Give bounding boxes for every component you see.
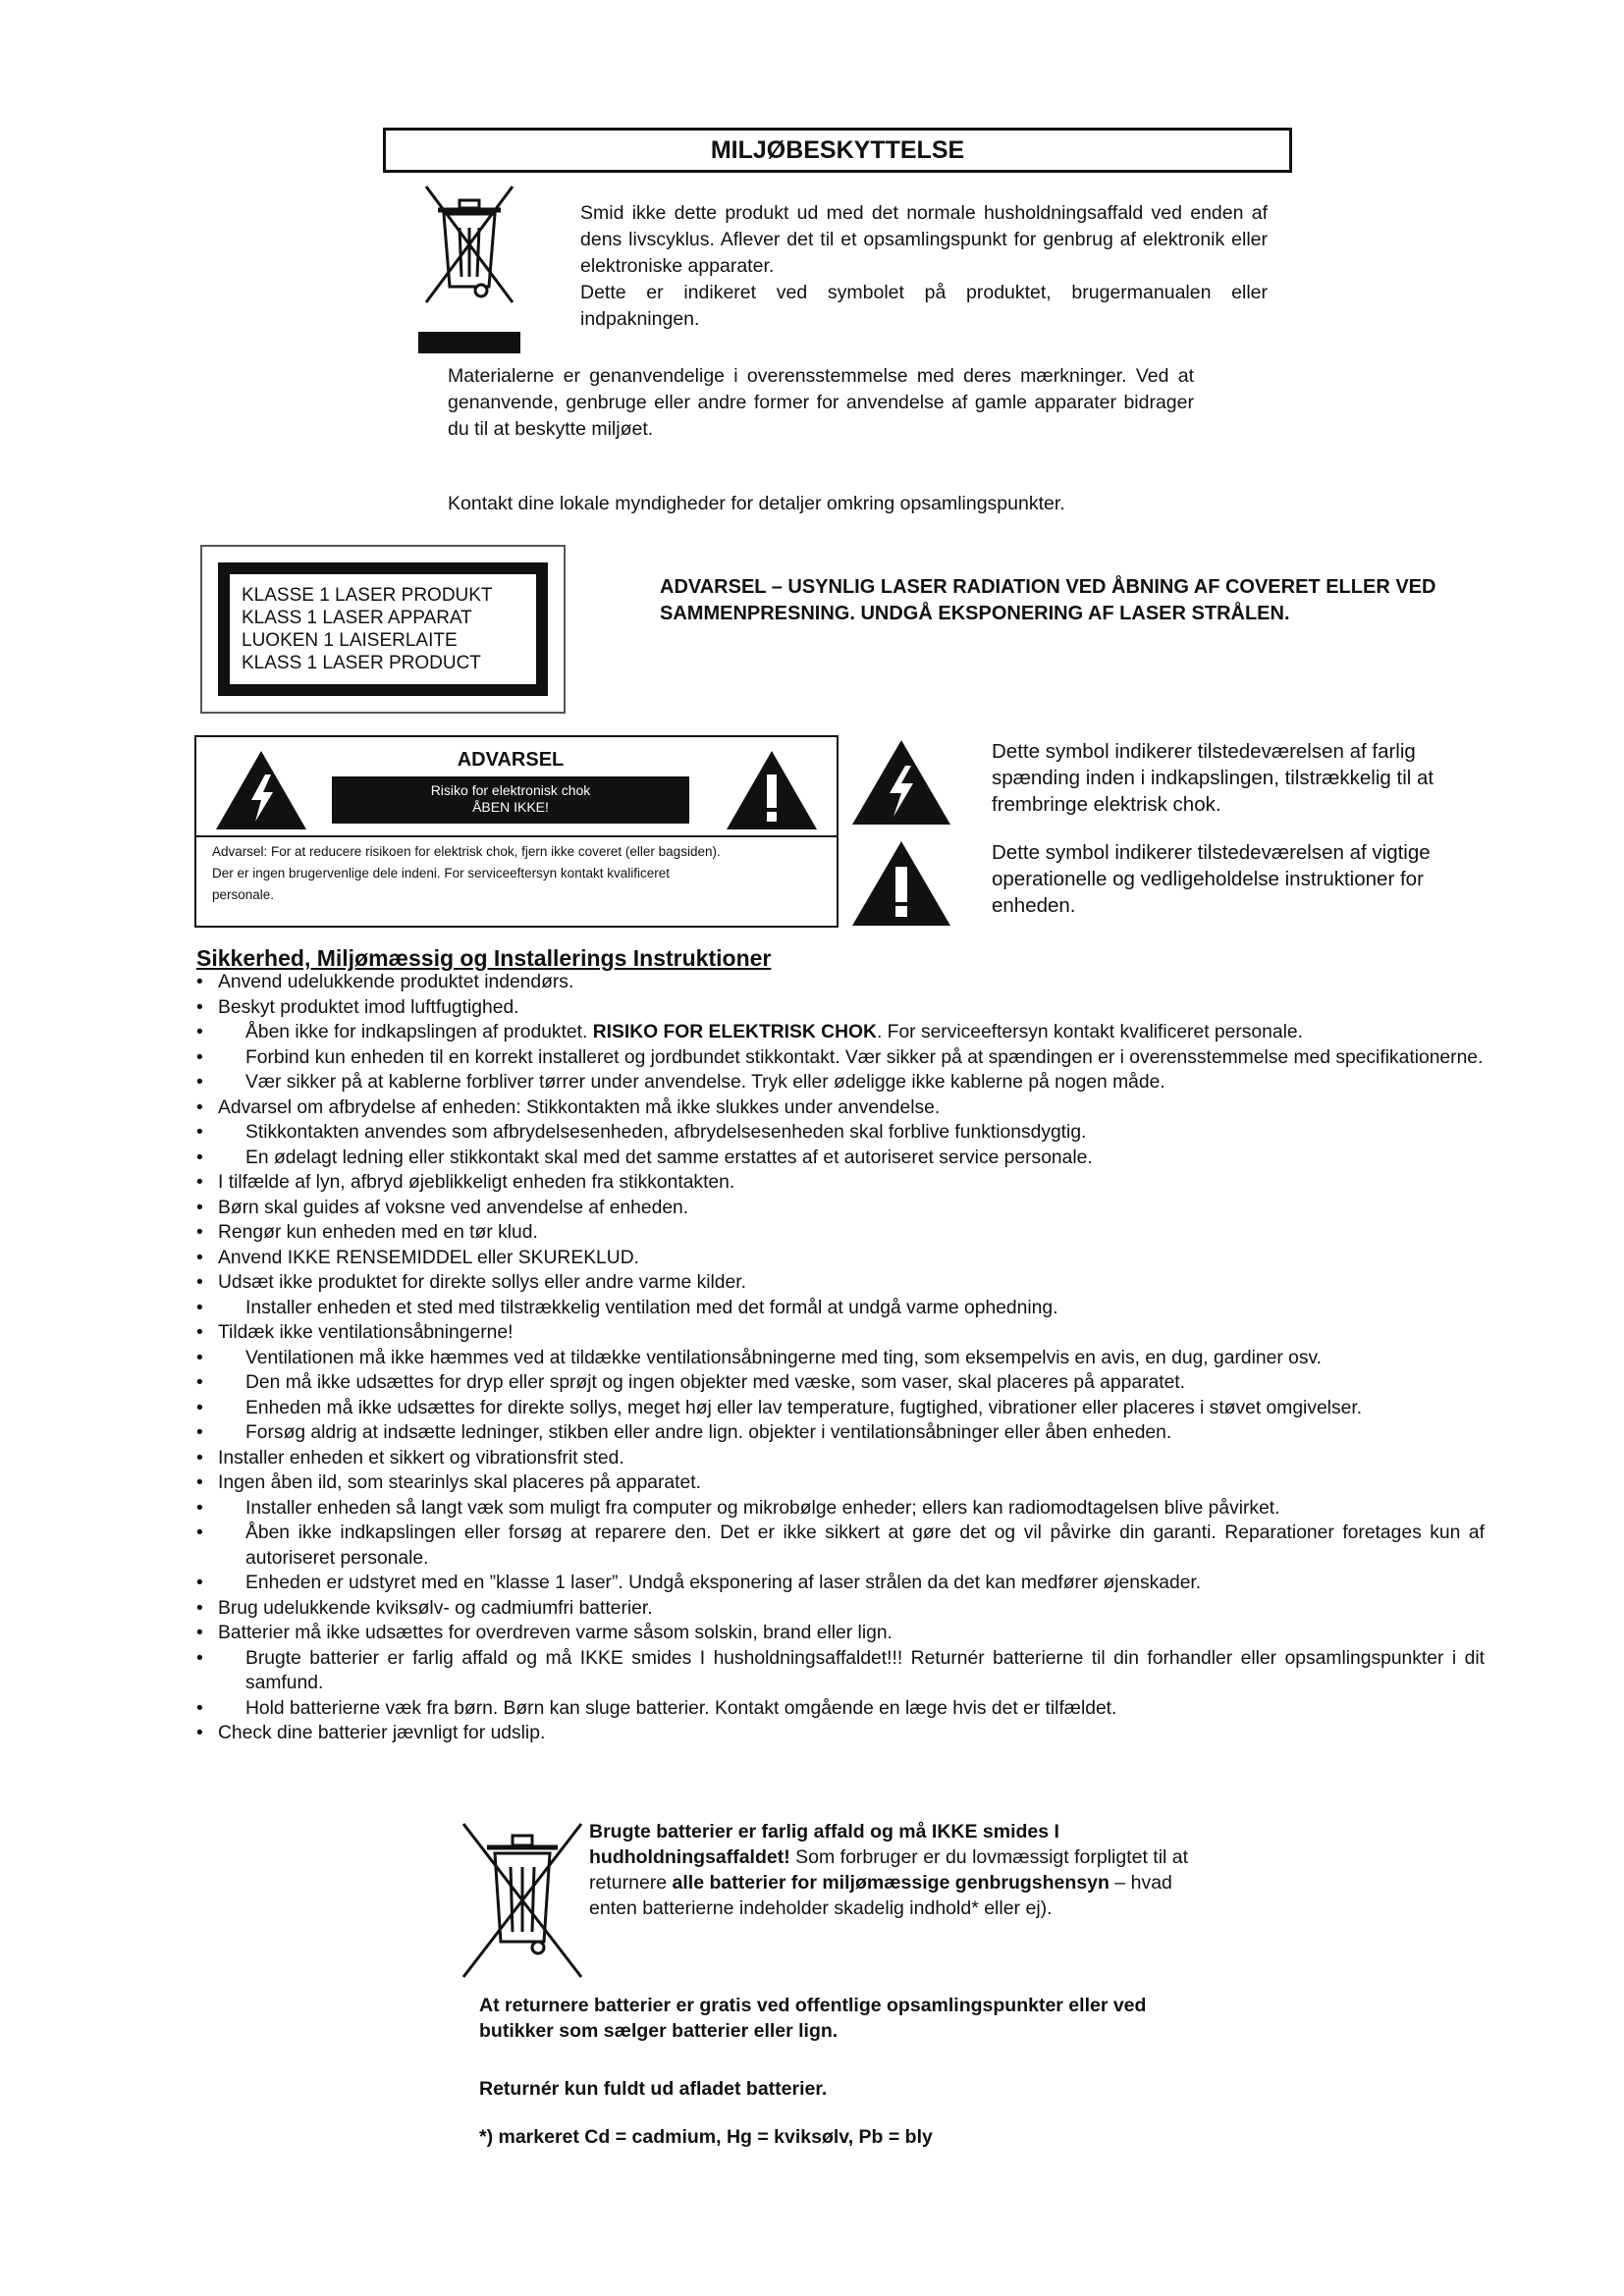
bullet-icon: • xyxy=(196,1647,203,1669)
safety-list-item xyxy=(196,1420,1485,1446)
item-text: I tilfælde af lyn, afbryd øjeblikkeligt enheden fra stikkontakten. xyxy=(218,1172,735,1193)
shock-text-line: Advarsel: For at reducere risikoen for elektrisk chok, fjern ikke coveret (eller bagsiden). xyxy=(212,844,721,859)
shock-text-line: personale. xyxy=(212,887,275,902)
shock-text-line: Der er ingen brugervenlige dele indeni. For serviceeftersyn kontakt kvalificeret xyxy=(212,866,670,881)
battery-bold-1: Brugte batterier er farlig affald og må IKKE smides I hudholdningsaffaldet! xyxy=(589,1821,1059,1868)
item-text: Brugte batterier er farlig affald og må IKKE smides I husholdningsaffaldet!!! Returnér batterierne til din forhandler eller opsamlingspunkter i dit samfund. xyxy=(245,1647,1485,1693)
item-text: Tildæk ikke ventilationsåbningerne! xyxy=(218,1322,514,1343)
laser-line: KLASS 1 LASER PRODUCT xyxy=(242,653,481,673)
battery-bold-2: alle batterier for miljømæssige genbrugshensyn xyxy=(672,1872,1110,1894)
safety-list-item xyxy=(196,1270,1485,1296)
laser-warning: ADVARSEL – USYNLIG LASER RADIATION VED ÅBNING AF COVERET ELLER VED SAMMENPRESNING. UNDGÅ EKSPONERING AF LASER STRÅLEN. xyxy=(660,576,1436,624)
item-text: Anvend IKKE RENSEMIDDEL eller SKUREKLUD. xyxy=(218,1247,639,1268)
safety-list-item xyxy=(196,1521,1485,1571)
safety-list-item xyxy=(196,1396,1485,1421)
safety-heading: Sikkerhed, Miljømæssig og Installerings Instruktioner xyxy=(196,945,772,971)
safety-list xyxy=(196,970,1485,1746)
laser-line: KLASSE 1 LASER PRODUKT xyxy=(242,585,493,606)
battery-return-free-text: At returnere batterier er gratis ved offentlige opsamlingspunkter eller ved butikker som sælger batterier eller lign. xyxy=(479,1995,1147,2042)
bullet-icon: • xyxy=(196,1397,203,1418)
bullet-icon: • xyxy=(196,1022,203,1042)
shock-label-text xyxy=(212,841,827,906)
item-text: Installer enheden så langt væk som muligt fra computer og mikrobølge enheder; ellers kan radiomodtagelsen blive påvirket. xyxy=(245,1497,1280,1519)
safety-list-item xyxy=(196,1696,1485,1722)
exclamation-warning-icon xyxy=(725,749,819,831)
laser-line: LUOKEN 1 LAISERLAITE xyxy=(242,630,458,651)
safety-list-item xyxy=(196,1196,1485,1221)
item-text: Den må ikke udsættes for dryp eller sprøjt og ingen objekter med væske, som vaser, skal placeres på apparatet. xyxy=(245,1372,1186,1393)
bullet-icon: • xyxy=(196,1347,203,1368)
lightning-symbol-text: Dette symbol indikerer tilstedeværelsen af farlig spænding inden i indkapslingen, tilstrækkelig til at frembringe elektrisk chok. xyxy=(992,740,1435,816)
item-text: Installer enheden et sted med tilstrækkelig ventilation med det formål at undgå varme ophedning. xyxy=(245,1297,1058,1318)
item-text: Installer enheden et sikkert og vibrationsfrit sted. xyxy=(218,1447,624,1468)
item-text: Åben ikke for indkapslingen af produktet. xyxy=(245,1022,593,1042)
env-paragraph-1 xyxy=(580,200,1268,333)
bullet-icon: • xyxy=(196,1447,203,1468)
env-recycle-text: Materialerne er genanvendelige i overensstemmelse med deres mærkninger. Ved at genanvende, genbruge eller andre former for anvendelse af gamle apparater bidrager du til at beskytte miljøet. xyxy=(448,365,1194,440)
battery-footnote: *) markeret Cd = cadmium, Hg = kviksølv, Pb = bly xyxy=(479,2126,933,2148)
safety-list-item xyxy=(196,1220,1485,1246)
shock-black-band xyxy=(332,776,689,824)
item-text: Børn skal guides af voksne ved anvendelse af enheden. xyxy=(218,1197,689,1218)
item-text: Åben ikke indkapslingen eller forsøg at reparere den. Det er ikke sikkert at gøre det og vil påvirke din garanti. Reparationer foretages kun af autoriseret personale. xyxy=(245,1522,1485,1569)
item-text: Hold batterierne væk fra børn. Børn kan sluge batterier. Kontakt omgående en læge hvis det er tilfældet. xyxy=(245,1697,1117,1719)
bullet-icon: • xyxy=(196,972,203,992)
bullet-icon: • xyxy=(196,1597,203,1619)
item-bold-text: RISIKO FOR ELEKTRISK CHOK xyxy=(592,1022,877,1042)
lightning-warning-icon xyxy=(214,749,308,831)
item-text: Beskyt produktet imod luftfugtighed. xyxy=(218,996,519,1018)
bullet-icon: • xyxy=(196,1197,203,1218)
env-header: MILJØBESKYTTELSE xyxy=(383,128,1292,173)
safety-list-item xyxy=(196,1646,1485,1696)
item-text: Stikkontakten anvendes som afbrydelsesenheden, afbrydelsesenheden skal forblive funktionsdygtig. xyxy=(245,1122,1087,1143)
laser-class-label xyxy=(200,545,566,714)
laser-label-text xyxy=(230,574,536,684)
bullet-icon: • xyxy=(196,1422,203,1443)
env-disposal-text: Smid ikke dette produkt ud med det normale husholdningsaffald ved enden af dens livscyklus. Aflever det til et opsamlingspunkt for genbrug af elektronik eller elektroniske apparater. xyxy=(580,202,1268,277)
bullet-icon: • xyxy=(196,1172,203,1193)
safety-list-item xyxy=(196,1446,1485,1471)
bullet-icon: • xyxy=(196,1272,203,1293)
item-text: Enheden må ikke udsættes for direkte sollys, meget høj eller lav temperature, fugtighed, vibrationer eller placeres i støvet omgivelser. xyxy=(245,1397,1363,1418)
safety-list-item xyxy=(196,1120,1485,1146)
bullet-icon: • xyxy=(196,1147,203,1168)
safety-list-item xyxy=(196,1346,1485,1371)
item-text: Advarsel om afbrydelse af enheden: Stikkontakten må ikke slukkes under anvendelse. xyxy=(218,1096,941,1118)
bullet-icon: • xyxy=(196,1247,203,1268)
lightning-symbol-icon xyxy=(850,738,952,827)
shock-label-top xyxy=(196,737,837,837)
laser-line: KLASS 1 LASER APPARAT xyxy=(242,608,472,628)
safety-list-item xyxy=(196,1095,1485,1121)
bullet-icon: • xyxy=(196,1372,203,1393)
battery-normal-1: Som forbruger er du lovmæssigt forpligtet til at returnere xyxy=(589,1846,1189,1894)
item-text: Brug udelukkende kviksølv- og cadmiumfri batterier. xyxy=(218,1597,653,1619)
laser-label-frame xyxy=(218,562,548,696)
shock-title: ADVARSEL xyxy=(457,749,565,771)
safety-list-item xyxy=(196,1045,1485,1071)
safety-list-item xyxy=(196,1370,1485,1396)
item-text: Check dine batterier jævnligt for udslip. xyxy=(218,1723,546,1743)
shock-open-text: ÅBEN IKKE! xyxy=(472,799,549,815)
shock-risk-text: Risiko for elektronisk chok xyxy=(430,782,591,798)
safety-list-item xyxy=(196,1721,1485,1746)
safety-list-item xyxy=(196,1470,1485,1496)
bullet-icon: • xyxy=(196,1497,203,1519)
item-text: Anvend udelukkende produktet indendørs. xyxy=(218,972,574,992)
bullet-icon: • xyxy=(196,1222,203,1243)
item-text: Ventilationen må ikke hæmmes ved at tildække ventilationsåbningerne med ting, som eksempelvis en avis, en dug, gardiner osv. xyxy=(245,1347,1323,1368)
safety-list-item xyxy=(196,1496,1485,1522)
crossed-bin-battery-icon xyxy=(460,1814,585,1983)
bullet-icon: • xyxy=(196,1573,203,1593)
battery-discharged-text: Returnér kun fuldt ud afladet batterier. xyxy=(479,2078,828,2100)
shock-title-box xyxy=(332,745,689,828)
exclamation-symbol-text: Dette symbol indikerer tilstedeværelsen af vigtige operationelle og vedligeholdelse instruktioner for enheden. xyxy=(992,841,1431,917)
item-text: Batterier må ikke udsættes for overdreven varme såsom solskin, brand eller lign. xyxy=(218,1623,893,1643)
safety-list-item xyxy=(196,1296,1485,1321)
bullet-icon: • xyxy=(196,1046,203,1068)
safety-list-item xyxy=(196,995,1485,1021)
bullet-icon: • xyxy=(196,1072,203,1093)
bullet-icon: • xyxy=(196,1297,203,1318)
item-text: En ødelagt ledning eller stikkontakt skal med det samme erstattes af et autoriseret service personale. xyxy=(245,1147,1093,1168)
bullet-icon: • xyxy=(196,1723,203,1743)
bullet-icon: • xyxy=(196,996,203,1018)
safety-list-item xyxy=(196,1320,1485,1346)
safety-list-item xyxy=(196,1020,1485,1045)
bullet-icon: • xyxy=(196,1623,203,1643)
safety-list-item xyxy=(196,1571,1485,1596)
crossed-bin-icon xyxy=(410,185,528,355)
item-text: Ingen åben ild, som stearinlys skal placeres på apparatet. xyxy=(218,1472,701,1493)
safety-list-item xyxy=(196,1070,1485,1095)
safety-list-item xyxy=(196,1596,1485,1622)
safety-list-item xyxy=(196,970,1485,995)
safety-list-item xyxy=(196,1246,1485,1271)
env-contact-text: Kontakt dine lokale myndigheder for detaljer omkring opsamlingspunkter. xyxy=(448,493,1065,514)
safety-list-item xyxy=(196,1170,1485,1196)
battery-paragraph-1 xyxy=(589,1819,1218,1921)
item-text: Forbind kun enheden til en korrekt installeret og jordbundet stikkontakt. Vær sikker på at spændingen er i overensstemmelse med specifikationerne. xyxy=(245,1046,1484,1068)
safety-list-item xyxy=(196,1621,1485,1646)
battery-normal-2: – hvad enten batterierne indeholder skadelig indhold* eller ej). xyxy=(589,1872,1172,1919)
bullet-icon: • xyxy=(196,1322,203,1343)
item-text: Enheden er udstyret med en ”klasse 1 laser”. Undgå eksponering af laser strålen da det kan medfører øjenskader. xyxy=(245,1573,1202,1593)
shock-warning-label xyxy=(194,735,839,928)
exclamation-symbol-icon xyxy=(850,839,952,928)
item-text: Vær sikker på at kablerne forbliver tørrer under anvendelse. Tryk eller ødeligge ikke kablerne på nogen måde. xyxy=(245,1072,1165,1093)
bullet-icon: • xyxy=(196,1096,203,1118)
item-text: Udsæt ikke produktet for direkte sollys eller andre varme kilder. xyxy=(218,1272,746,1293)
bullet-icon: • xyxy=(196,1472,203,1493)
bullet-icon: • xyxy=(196,1697,203,1719)
item-text: . For serviceeftersyn kontakt kvalificeret personale. xyxy=(876,1022,1303,1042)
safety-list-item xyxy=(196,1146,1485,1171)
bullet-icon: • xyxy=(196,1122,203,1143)
item-text: Forsøg aldrig at indsætte ledninger, stikben eller andre lign. objekter i ventilationsåbninger eller åben enheden. xyxy=(245,1422,1172,1443)
item-text: Rengør kun enheden med en tør klud. xyxy=(218,1222,538,1243)
bullet-icon: • xyxy=(196,1522,203,1543)
env-symbol-text: Dette er indikeret ved symbolet på produktet, brugermanualen eller indpakningen. xyxy=(580,282,1268,330)
